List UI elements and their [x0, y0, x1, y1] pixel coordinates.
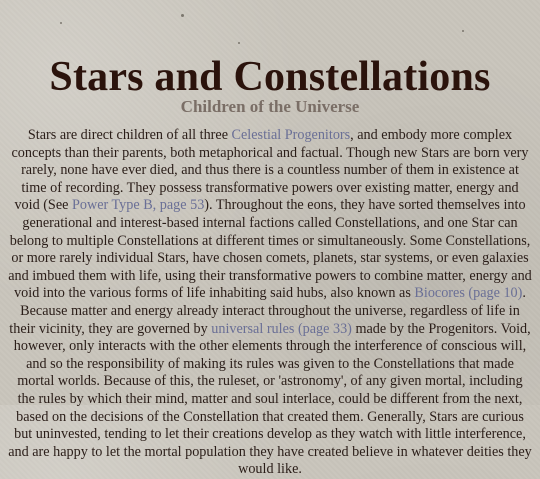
body-text-segment: , and embody more complex concepts than their parents, both metaphorical and factual. Though new Stars are born very rarely, none have ever died, and thus there is a countless number of them in existence at time of recording. They possess transformative powers over existing matter, energy and void (See [11, 127, 529, 214]
paper-speck [462, 30, 464, 32]
paper-speck [181, 14, 184, 17]
link-biocores[interactable]: Biocores (page 10) [414, 285, 523, 302]
link-power-type-b[interactable]: Power Type B, page 53 [71, 197, 205, 214]
body-text-segment: made by the Progenitors. Void, however, only interacts with the other elements through the interference of conscious will, and so the responsibility of making its rules was given to the Constellations that made mortal worlds. Because of this, the ruleset, or 'astronomy', of any given mortal, including the rules by which their mind, matter and soul interlace, could be different from the next, based on the decisions of the Constellation that created them. Generally, Stars are curious but uninvested, tending to let their creations develop as they watch with little interference, and are happy to let the mortal population they have created believe in whatever deities they would like. [8, 320, 532, 478]
page-title: Stars and Constellations [49, 54, 491, 100]
page-subtitle: Children of the Universe [180, 97, 360, 116]
link-universal-rules[interactable]: universal rules (page 33) [211, 320, 352, 337]
body-text-segment: Stars are direct children of all three [27, 127, 232, 143]
body-text-segment: . Because matter and energy already interact throughout the universe, regardless of life in their vicinity, they are governed by [9, 285, 526, 337]
body-text-segment: ). Throughout the eons, they have sorted themselves into generational and interest-based internal factions called Constellations, and one Star can belong to multiple Constellations at different times or simultaneously. Some Constellations, or more rarely individual Stars, have chosen comets, planets, star systems, or even galaxies and imbued them with life, using their transformative powers to combine matter, energy and void into the various forms of life inhabiting said hubs, also known as [8, 197, 532, 302]
body-paragraph [8, 127, 532, 479]
paper-speck [238, 42, 240, 44]
link-celestial-progenitors[interactable]: Celestial Progenitors [231, 127, 351, 143]
paper-speck [60, 22, 62, 24]
